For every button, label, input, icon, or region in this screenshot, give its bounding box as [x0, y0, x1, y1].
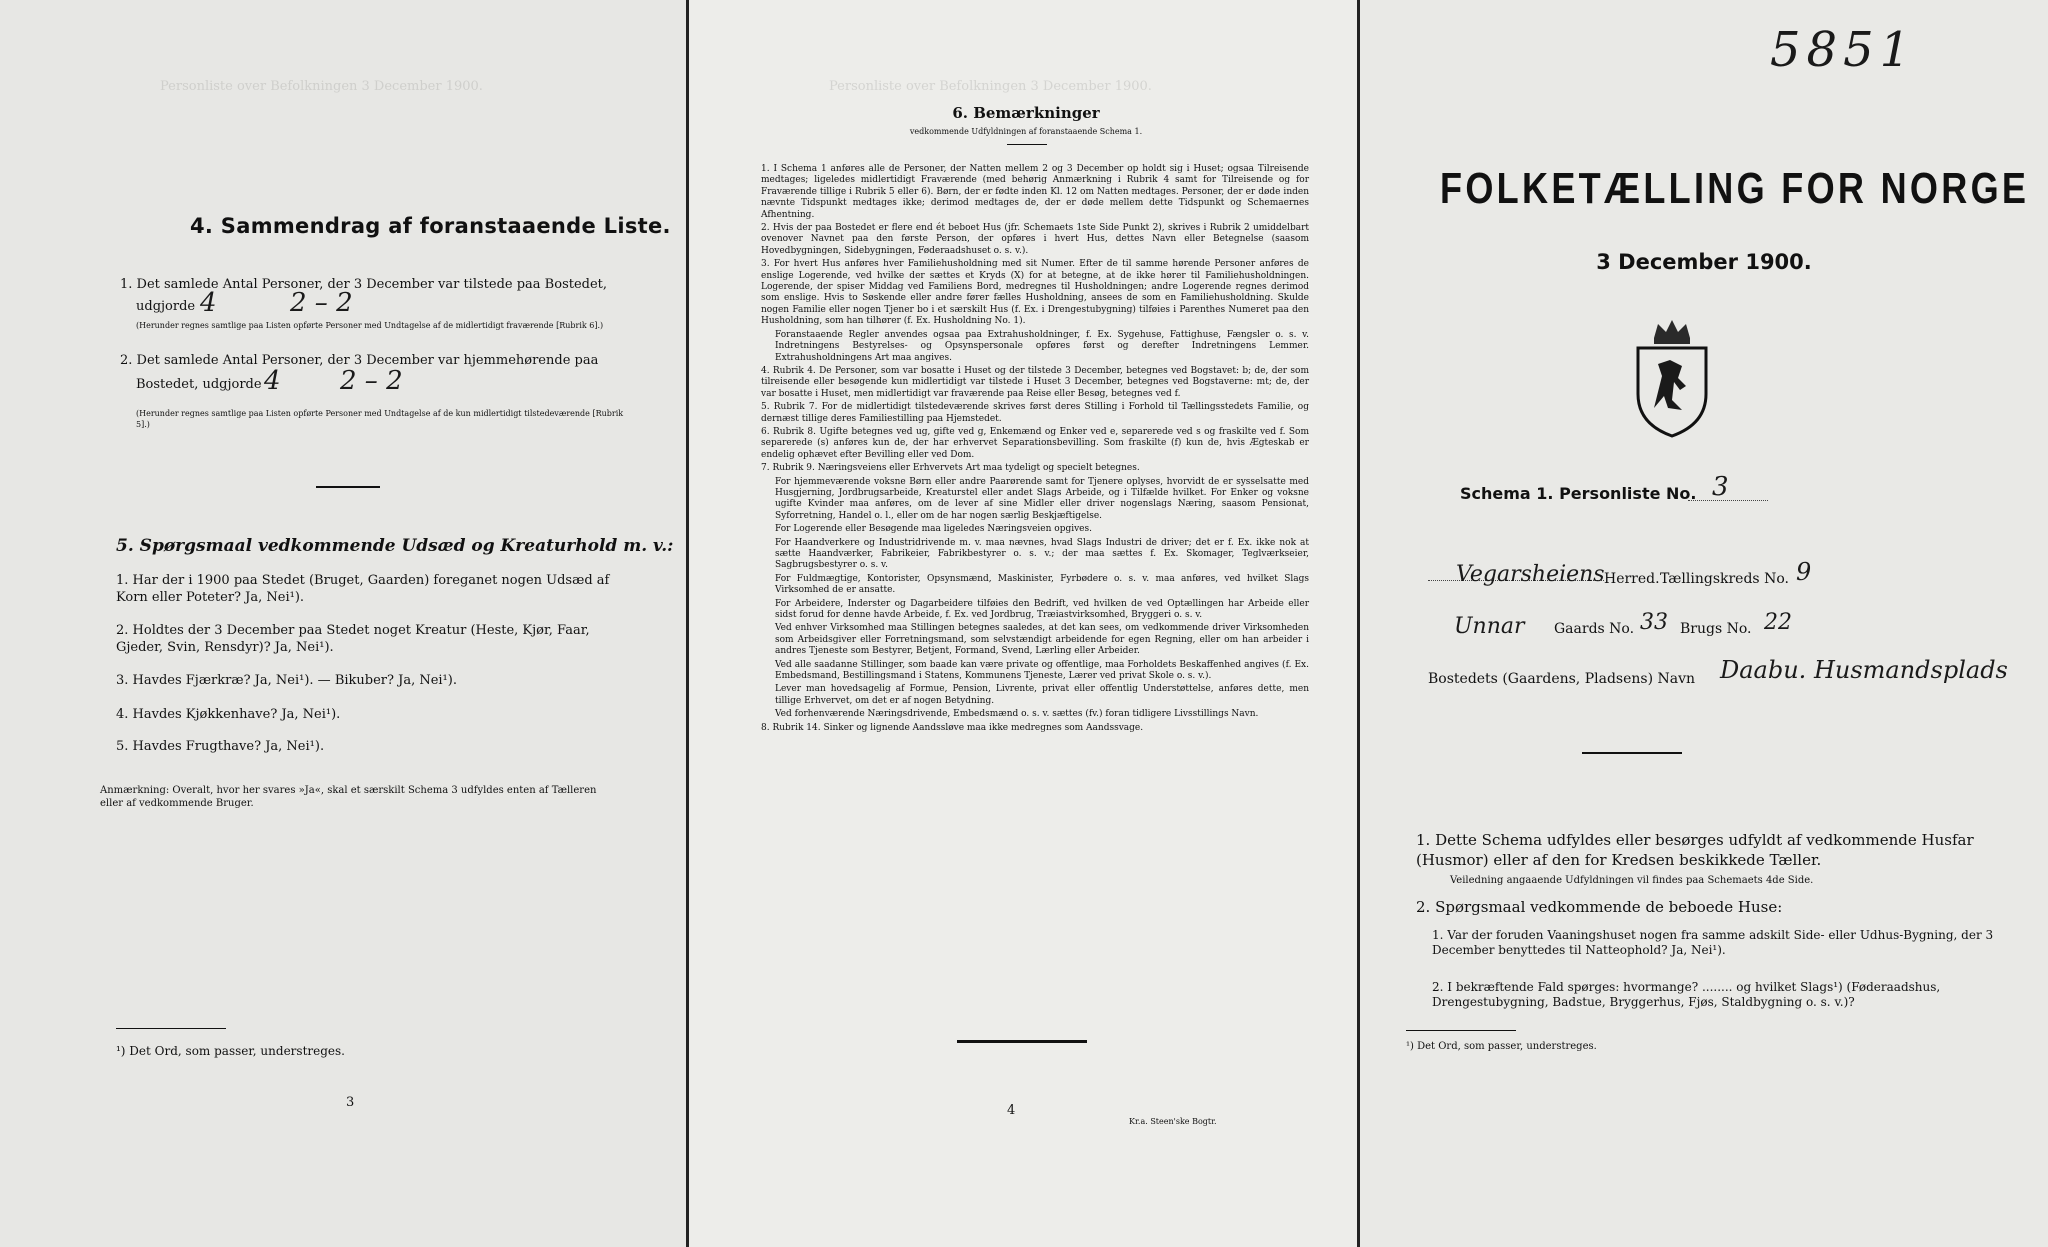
- remark-item: For Logerende eller Besøgende maa ligeledes Næringsveien opgives.: [775, 524, 1092, 535]
- remark-item: 8. Rubrik 14. Sinker og lignende Aandssløve maa ikke medregnes som Aandssvage.: [761, 722, 1144, 733]
- gaards-value: 33: [1640, 610, 1668, 635]
- divider: [316, 486, 380, 488]
- catalog-number: 5851: [1770, 22, 1917, 78]
- question-2: 2. Holdtes der 3 December paa Stedet noget Kreatur (Heste, Kjør, Faar, Gjeder, Svin, Rensdyr)? Ja, Nei¹).: [116, 623, 590, 655]
- brugs-label: Brugs No.: [1680, 621, 1752, 637]
- item2-note: (Herunder regnes samtlige paa Listen opførte Personer med Undtagelse af de kun midlertidigt tilstedeværende [Rubrik 5].): [136, 409, 624, 429]
- item1-label: udgjorde: [136, 299, 196, 314]
- schema-label: Schema 1. Personliste No.: [1460, 484, 1697, 503]
- remark-item: 3. For hvert Hus anføres hver Familiehusholdning med sit Numer. Efter de til samme hørende Personer anføres de enslige Logerende, ved hvilke der sættes et Kryds (X) for at betegne, at de ikke hører til Familiehusholdningen. Logerende, der spiser Middag ved Familiens Bord, medregnes til Husholdningen; andre Logerende regnes derimod som enslige. Hvis to Søskende eller andre fører fælles Husholdning, ansees de som en Familiehusholdning. Skulde nogen Familie eller nogen Tjener bo i et særskilt Hus (f. Ex. i Drengestubygning) tilføies i Parenthes Numeret paa den Husholdning, som han tilhører (f. Ex. Husholdning No. 1).: [761, 259, 1309, 327]
- item2-total: 4: [264, 366, 281, 396]
- schema-number: 3: [1712, 472, 1729, 502]
- house-question-1: 1. Var der foruden Vaaningshuset nogen fra samme adskilt Side- eller Udhus-Bygning, der 3 December benyttedes til Natteophold? Ja, Nei¹).: [1432, 928, 1994, 957]
- item1-note: (Herunder regnes samtlige paa Listen opførte Personer med Undtagelse af de midlertidigt fraværende [Rubrik 6].): [136, 321, 604, 330]
- remark-item: For Arbeidere, Inderster og Dagarbeidere tilføies den Bedrift, ved hvilken de ved Optællingen har Arbeide eller sidst forud for denne havde Arbeide, f. Ex. ved Jordbrug, Træiastvirksomhed, Bryggeri o. s. v.: [775, 598, 1309, 621]
- question-5: 5. Havdes Frugthave? Ja, Nei¹).: [116, 739, 325, 754]
- brugs-value: 22: [1764, 610, 1792, 635]
- remark-item: Ved enhver Virksomhed maa Stillingen betegnes saaledes, at det kan sees, om vedkommende driver Virksomheden som Arbeidsgiver eller Forretningsmand, som selvstændigt arbeidende for egen Regning, eller om han arbeider i andres Tjeneste som Bestyrer, Betjent, Formand, Svend, Lærling eller Arbeider.: [775, 623, 1309, 657]
- gaards-label: Gaards No.: [1554, 621, 1635, 637]
- item2-split: 2 – 2: [340, 366, 403, 396]
- subtitle-rule: [1007, 144, 1047, 145]
- page-number: 3: [346, 1095, 355, 1110]
- remarks-list: [761, 164, 1309, 736]
- section4-title: 4. Sammendrag af foranstaaende Liste.: [190, 214, 671, 238]
- remark-item: 1. I Schema 1 anføres alle de Personer, der Natten mellem 2 og 3 December op holdt sig i Huset; ogsaa Tilreisende medtages; ligeledes midlertidigt Fraværende (med behørig Anmærkning i Rubrik 4 samt for Tilreisende og for Fraværende tillige i Rubrik 5 eller 6). Børn, der er fødte inden Kl. 12 om Natten medtages. Personer, der er døde inden nævnte Tidspunkt medtages ikke; derimod medtages de, der er døde mellem dette Tidspunkt og Schemaernes Afhentning.: [761, 164, 1309, 220]
- footnote: ¹) Det Ord, som passer, understreges.: [116, 1044, 345, 1058]
- footnote-rule: [1406, 1030, 1516, 1031]
- remark-item: For Haandverkere og Industridrivende m. v. maa nævnes, hvad Slags Industri de driver; det er f. Ex. ikke nok at sætte Haandværker, Fabrikeier, Fabrikbestyrer o. s. v.; der maa sættes f. Ex. Skomager, Teglværkseier, Sagbrugsbestyrer o. s. v.: [775, 537, 1309, 571]
- bosted-value: Daabu. Husmandsplads: [1720, 656, 2008, 684]
- remark-item: For Fuldmægtige, Kontorister, Opsynsmænd, Maskinister, Fyrbødere o. s. v. maa anføres, ved hvilket Slags Virksomhed de er ansatte.: [775, 573, 1309, 596]
- item2-label: Bostedet, udgjorde: [136, 377, 262, 392]
- end-rule: [957, 1040, 1087, 1043]
- schema-dotline: [1688, 500, 1768, 501]
- footnote-rule: [116, 1028, 226, 1029]
- ornament-rule: [1582, 752, 1682, 754]
- item1-text: 1. Det samlede Antal Personer, der 3 December var tilstede paa Bostedet,: [120, 277, 608, 292]
- kreds-value: 9: [1796, 558, 1812, 586]
- faded-heading: Personliste over Befolkningen 3 December 1900.: [160, 79, 483, 94]
- remark-item: 7. Rubrik 9. Næringsveiens eller Erhvervets Art maa tydeligt og specielt betegnes.: [761, 463, 1140, 474]
- remark-item: Lever man hovedsagelig af Formue, Pension, Livrente, privat eller offentlig Understøttelse, anføres dette, men tillige Erhvervet, om det er af nogen Betydning.: [775, 684, 1309, 706]
- remarks-title: 6. Bemærkninger: [952, 104, 1100, 122]
- instruction-1: 1. Dette Schema udfyldes eller besørges udfyldt af vedkommende Husfar (Husmor) eller af den for Kredsen beskikkede Tæller.: [1416, 831, 1974, 869]
- item2-text: 2. Det samlede Antal Personer, der 3 December var hjemmehørende paa: [120, 353, 599, 368]
- question-1: 1. Har der i 1900 paa Stedet (Bruget, Gaarden) foreganet nogen Udsæd af Korn eller Poteter? Ja, Nei¹).: [116, 573, 610, 605]
- coat-of-arms-icon: [1624, 316, 1720, 440]
- remark-item: 4. Rubrik 4. De Personer, som var bosatte i Huset og der tilstede 3 December, betegnes ved Bogstavet: b; de, der som tilreisende eller besøgende kun midlertidigt var tilstede i Huset 3 December, betegnes ved Bogstaverne: mt; de, der var bosatte i Huset, men midlertidigt var fraværende paa Reise eller Besøg, betegnes ved f.: [761, 365, 1309, 399]
- remark-item: 5. Rubrik 7. For de midlertidigt tilstedeværende skrives først deres Stilling i Forhold til Tællingsstedets Familie, og dernæst tillige deres Familiestilling paa Hjemstedet.: [761, 402, 1309, 424]
- bosted-label: Bostedets (Gaardens, Pladsens) Navn: [1428, 671, 1696, 687]
- kreds-label: Tællingskreds No.: [1660, 571, 1789, 587]
- herred-value: Vegarsheiens: [1456, 562, 1605, 587]
- census-date: 3 December 1900.: [1596, 250, 1812, 274]
- house-question-2: 2. I bekræftende Fald spørges: hvormange? ........ og hvilket Slags¹) (Føderaadshus, Drengestubygning, Badstue, Bryggerhus, Fjøs, Staldbygning o. s. v.)?: [1432, 980, 1941, 1009]
- left-page: [0, 0, 686, 1247]
- item1-split: 2 – 2: [290, 288, 353, 318]
- middle-page: [686, 0, 1360, 1247]
- anmerkning: Anmærkning: Overalt, hvor her svares »Ja«, skal et særskilt Schema 3 udfyldes enten af Tælleren eller af vedkommende Bruger.: [100, 785, 597, 809]
- faded-heading: Personliste over Befolkningen 3 December 1900.: [829, 79, 1152, 94]
- instruction-1-note: Veiledning angaaende Udfyldningen vil findes paa Schemaets 4de Side.: [1450, 875, 1814, 886]
- census-title: FOLKETÆLLING FOR NORGE: [1440, 164, 2030, 213]
- page-number: 4: [1007, 1103, 1016, 1118]
- question-3: 3. Havdes Fjærkræ? Ja, Nei¹). — Bikuber? Ja, Nei¹).: [116, 673, 457, 688]
- gaard-value: Unnar: [1454, 614, 1525, 639]
- remark-item: Ved forhenværende Næringsdrivende, Embedsmænd o. s. v. sættes (fv.) foran tidligere Livsstillings Navn.: [775, 709, 1259, 720]
- remark-item: 2. Hvis der paa Bostedet er flere end ét beboet Hus (jfr. Schemaets 1ste Side Punkt 2), skrives i Rubrik 2 umiddelbart ovenover Navnet paa den første Person, der opføres i hvert Hus, dettes Navn eller Betegnelse (saasom Hovedbygningen, Sidebygningen, Føderaadshuset o. s. v.).: [761, 223, 1309, 256]
- remark-item: For hjemmeværende voksne Børn eller andre Paarørende samt for Tjenere oplyses, hvorvidt de er sysselsatte med Husgjerning, Jordbrugsarbeide, Kreaturstel eller andet Slags Arbeide, og i Tilfælde hvilket. For Enker og voksne ugifte Kvinder maa anføres, om de lever af sine Midler eller driver nogenslags Næring, saasom Pensionat, Syforretning, Handel o. l., eller om de har nogen særlig Beskjæftigelse.: [775, 476, 1309, 521]
- herred-label: Herred.: [1604, 571, 1660, 587]
- right-page: [1360, 0, 2048, 1247]
- section5-title: 5. Spørgsmaal vedkommende Udsæd og Kreaturhold m. v.:: [116, 536, 674, 556]
- remarks-subtitle: vedkommende Udfyldningen af foranstaaende Schema 1.: [909, 127, 1143, 136]
- instruction-2: 2. Spørgsmaal vedkommende de beboede Huse:: [1416, 898, 1783, 916]
- footnote: ¹) Det Ord, som passer, understreges.: [1406, 1041, 1597, 1052]
- remark-item: Ved alle saadanne Stillinger, som baade kan være private og offentlige, maa Forholdets Beskaffenhed angives (f. Ex. Embedsmand, Bestillingsmand i Statens, Kommunens Tjeneste, Lærer ved privat Skole o. s. v.).: [775, 659, 1309, 682]
- remark-item: Foranstaaende Regler anvendes ogsaa paa Extrahusholdninger, f. Ex. Sygehuse, Fattighuse, Fængsler o. s. v. Indretningens Bestyrelses- og Opsynspersonale opføres først og derefter Indretningens Lemmer. Extrahusholdningens Art maa angives.: [775, 329, 1309, 363]
- remark-item: 6. Rubrik 8. Ugifte betegnes ved ug, gifte ved g, Enkemænd og Enker ved e, separerede ved s og fraskilte ved f. Som separerede (s) anføres kun de, der har erhvervet Separationsbevilling. Som fraskilte (f) kun de, hvis Ægteskab er endelig ophævet efter Bevilling eller ved Dom.: [761, 426, 1309, 460]
- item1-total: 4: [200, 288, 217, 318]
- printer-mark: Kr.a. Steen'ske Bogtr.: [1129, 1117, 1217, 1126]
- question-4: 4. Havdes Kjøkkenhave? Ja, Nei¹).: [116, 707, 341, 722]
